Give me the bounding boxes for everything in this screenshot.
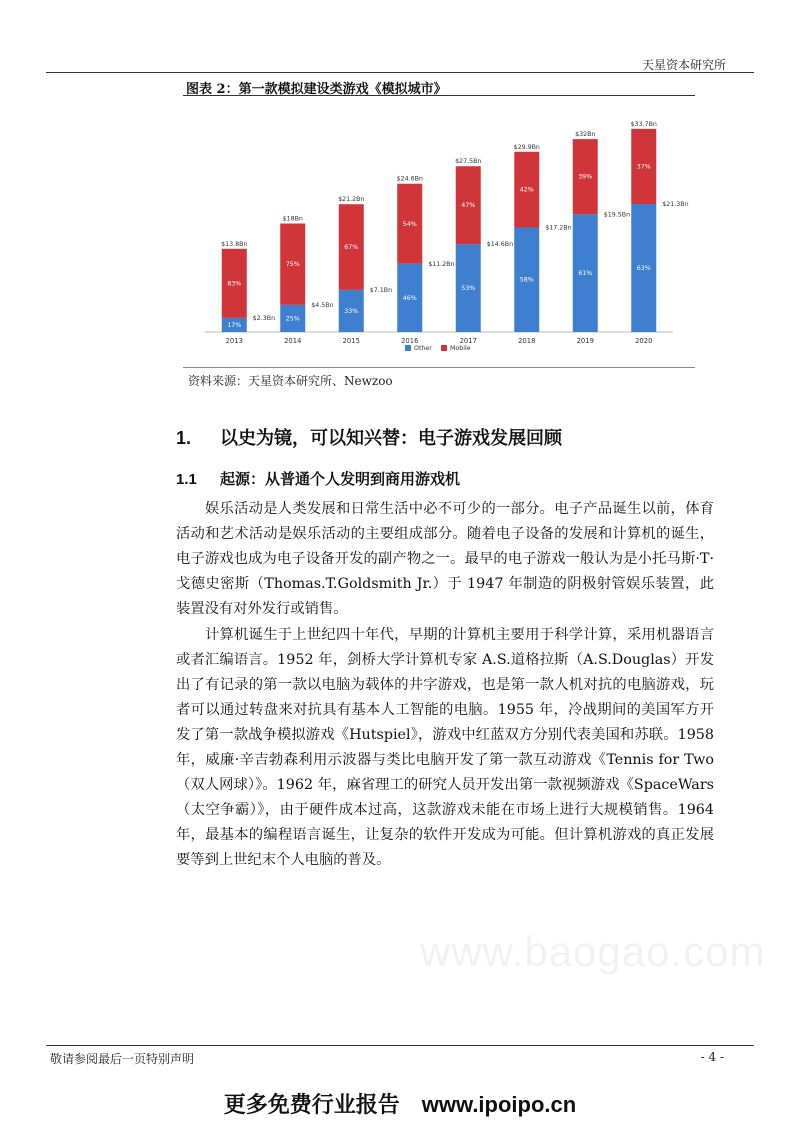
section-heading-text: 以史为镜，可以知兴替：电子游戏发展回顾	[220, 428, 562, 449]
subsection-heading	[176, 468, 460, 489]
promo-url[interactable]: www.ipoipo.cn	[421, 1092, 577, 1117]
mobile-percent-label: 47%	[461, 202, 476, 210]
x-tick-label: 2013	[225, 337, 243, 345]
other-value-label: $14.6Bn	[486, 241, 514, 249]
other-percent-label: 25%	[285, 315, 300, 323]
x-tick-label: 2017	[459, 337, 477, 345]
other-value-label: $2.3Bn	[252, 314, 276, 322]
legend-swatch	[405, 345, 411, 351]
body-paragraph-1: 娱乐活动是人类发展和日常生活中必不可少的一部分。电子产品诞生以前，体育活动和艺术活动是娱乐活动的主要组成部分。随着电子设备的发展和计算机的诞生，电子游戏也成为电子设备开发的副产物之一。最早的电子游戏一般认为是小托马斯·T·戈德史密斯（Thomas.T.Goldsmith Jr.）于 1947 年制造的阴极射管娱乐装置，此装置没有对外发行或销售。	[176, 501, 714, 617]
other-value-label: $19.5Bn	[603, 211, 631, 219]
watermark: www.baogao.com	[420, 928, 766, 975]
figure-title: 图表 2：第一款模拟建设类游戏《模拟城市》	[186, 82, 447, 97]
x-tick-label: 2014	[284, 337, 302, 345]
mobile-percent-label: 83%	[227, 280, 242, 288]
mobile-percent-label: 42%	[519, 186, 534, 194]
legend-label: Mobile	[450, 345, 471, 352]
subsection-number: 1.1	[176, 471, 197, 488]
figure-bottom-rule	[183, 367, 695, 368]
other-value-label: $17.2Bn	[545, 224, 572, 232]
x-tick-label: 2020	[635, 337, 653, 345]
bar-total-label: $33.7Bn	[630, 120, 657, 128]
figure-source: 资料来源：天星资本研究所、Newzoo	[188, 374, 393, 388]
mobile-percent-label: 75%	[285, 261, 300, 269]
promo-banner	[0, 1088, 800, 1119]
body-paragraph-2: 计算机诞生于上世纪四十年代，早期的计算机主要用于科学计算，采用机器语言或者汇编语言。1952 年，剑桥大学计算机专家 A.S.道格拉斯（A.S.Douglas）开发出了有记录的第一款以电脑为载体的井字游戏，也是第一款人机对抗的电脑游戏，玩者可以通过转盘来对抗具有基本人工智能的电脑。1955 年，冷战期间的美国军方开发了第一款战争模拟游戏《Hutspiel》，游戏中红蓝双方分别代表美国和苏联。1958 年，威廉·辛吉勃森利用示波器与类比电脑开发了第一款互动游戏《Tennis for Two（双人网球）》。1962 年，麻省理工的研究人员开发出第一款视频游戏《SpaceWars（太空争霸）》，由于硬件成本过高，这款游戏未能在市场上进行大规模销售。1964 年，最基本的编程语言诞生，让复杂的软件开发成为可能。但计算机游戏的真正发展要等到上世纪末个人电脑的普及。	[176, 627, 714, 868]
bar-total-label: $27.5Bn	[455, 158, 482, 166]
section-number: 1.	[176, 428, 192, 448]
x-tick-label: 2016	[401, 337, 419, 345]
figure-top-rule	[183, 95, 695, 96]
footer-rule	[46, 1045, 754, 1046]
other-value-label: $11.2Bn	[428, 260, 455, 268]
bar-total-label: $18Bn	[282, 215, 303, 223]
subsection-heading-text: 起源：从普通个人发明到商用游戏机	[220, 470, 461, 488]
mobile-percent-label: 54%	[402, 220, 417, 228]
footer-disclaimer: 敬请参阅最后一页特别声明	[50, 1052, 195, 1066]
bar-total-label: $29.9Bn	[513, 143, 540, 151]
bar-total-label: $21.2Bn	[338, 196, 365, 204]
page-number: - 4 -	[700, 1050, 724, 1064]
legend-label: Other	[414, 345, 432, 352]
x-tick-label: 2019	[576, 337, 594, 345]
other-percent-label: 46%	[402, 294, 417, 302]
other-percent-label: 53%	[461, 285, 476, 293]
other-percent-label: 33%	[344, 307, 359, 315]
x-tick-label: 2015	[342, 337, 360, 345]
promo-text: 更多免费行业报告	[223, 1092, 400, 1117]
other-percent-label: 17%	[227, 321, 242, 329]
mobile-percent-label: 37%	[636, 163, 651, 171]
header-rule	[46, 72, 754, 73]
mobile-percent-label: 67%	[344, 244, 359, 252]
other-value-label: $4.5Bn	[311, 301, 334, 309]
other-percent-label: 61%	[578, 270, 593, 278]
legend-swatch	[441, 345, 447, 351]
section-heading	[176, 424, 562, 450]
x-tick-label: 2018	[518, 337, 536, 345]
bar-total-label: $32Bn	[575, 131, 596, 139]
stacked-bar-chart	[183, 97, 695, 365]
other-value-label: $7.1Bn	[369, 286, 393, 294]
bar-total-label: $13.8Bn	[221, 240, 248, 248]
other-percent-label: 58%	[519, 276, 534, 284]
mobile-percent-label: 39%	[578, 173, 593, 181]
header-org: 天星资本研究所	[641, 58, 726, 72]
other-value-label: $21.3Bn	[662, 201, 689, 209]
bar-total-label: $24.6Bn	[396, 175, 423, 183]
other-percent-label: 63%	[636, 265, 651, 273]
